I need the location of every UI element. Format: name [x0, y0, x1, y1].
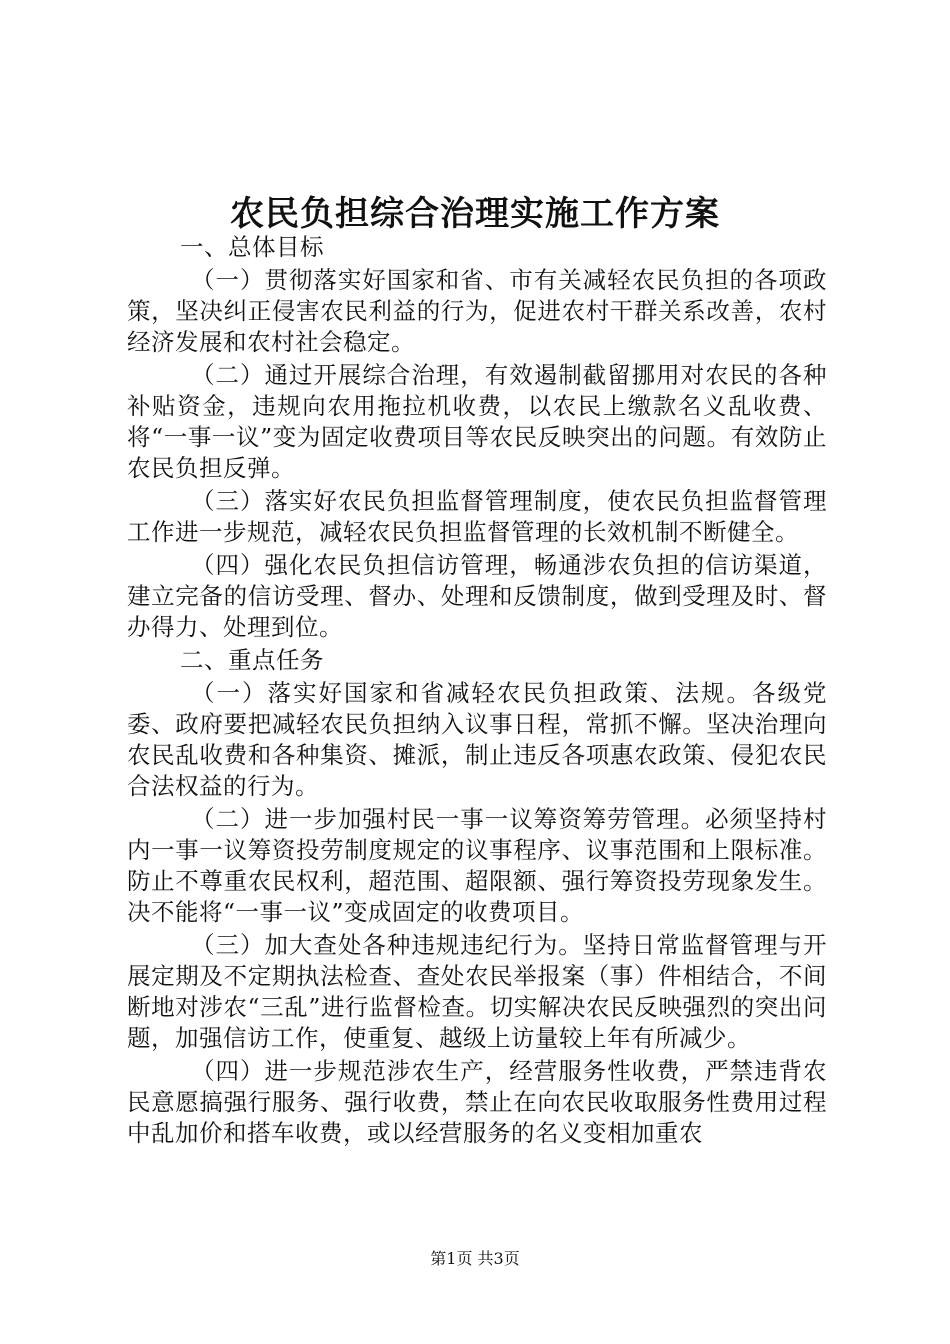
document-title: 农民负担综合治理实施工作方案: [230, 194, 720, 234]
paragraph: （一）贯彻落实好国家和省、市有关减轻农民负担的各项政策，坚决纠正侵害农民利益的行为，促进农村干群关系改善，农村经济发展和农村社会稳定。: [127, 266, 827, 356]
section-heading: 二、重点任务: [180, 646, 324, 674]
paragraph: （二）进一步加强村民一事一议筹资筹劳管理。必须坚持村内一事一议筹资投劳制度规定的议事程序、议事范围和上限标准。防止不尊重农民权利，超范围、超限额、强行筹资投劳现象发生。决不能将“一事一议”变成固定的收费项目。: [127, 805, 827, 926]
paragraph: （三）落实好农民负担监督管理制度，使农民负担监督管理工作进一步规范，减轻农民负担监督管理的长效机制不断健全。: [127, 487, 827, 546]
paragraph: （四）进一步规范涉农生产，经营服务性收费，严禁违背农民意愿搞强行服务、强行收费，禁止在向农民收取服务性费用过程中乱加价和搭车收费，或以经营服务的名义变相加重农: [127, 1057, 827, 1147]
document-body: [127, 232, 827, 1151]
paragraph: （二）通过开展综合治理，有效遏制截留挪用对农民的各种补贴资金，违规向农用拖拉机收费，以农民上缴款名义乱收费、将“一事一议”变为固定收费项目等农民反映突出的问题。有效防止农民负担反弹。: [127, 361, 827, 482]
page-footer: 第1页 共3页: [430, 1249, 520, 1268]
paragraph: （三）加大查处各种违规违纪行为。坚持日常监督管理与开展定期及不定期执法检查、查处农民举报案（事）件相结合，不间断地对涉农“三乱”进行监督检查。切实解决农民反映强烈的突出问题，加强信访工作，使重复、越级上访量较上年有所减少。: [127, 931, 827, 1052]
paragraph: （一）落实好国家和省减轻农民负担政策、法规。各级党委、政府要把减轻农民负担纳入议事日程，常抓不懈。坚决治理向农民乱收费和各种集资、摊派，制止违反各项惠农政策、侵犯农民合法权益的行为。: [127, 679, 827, 800]
paragraph: （四）强化农民负担信访管理，畅通涉农负担的信访渠道，建立完备的信访受理、督办、处理和反馈制度，做到受理及时、督办得力、处理到位。: [127, 551, 827, 641]
section-heading: 一、总体目标: [180, 233, 324, 261]
